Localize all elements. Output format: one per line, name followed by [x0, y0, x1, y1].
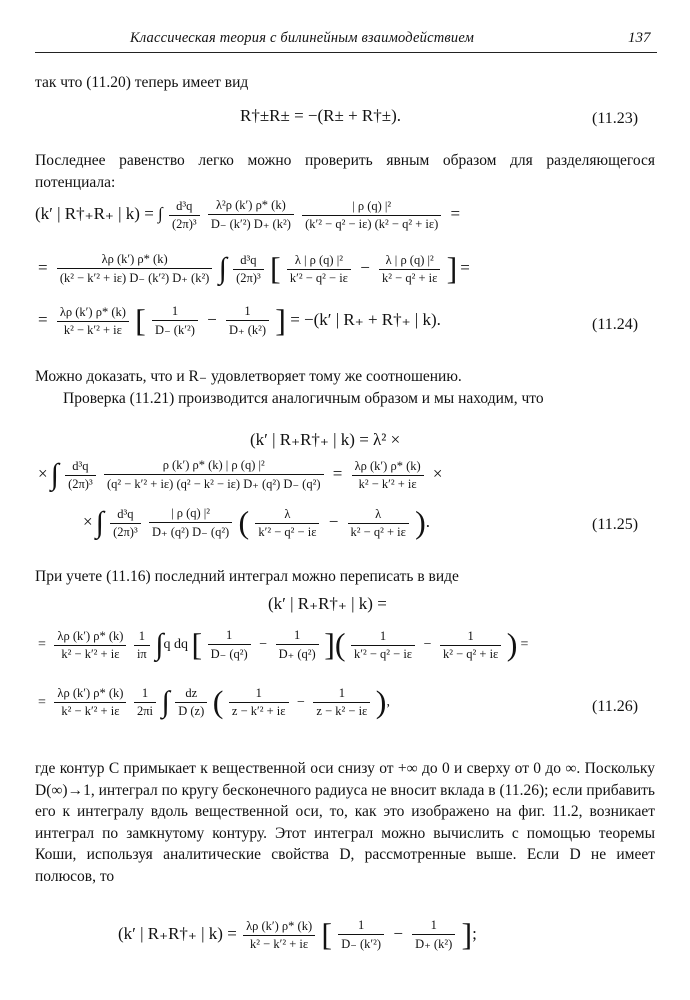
numerator: 1 — [358, 918, 365, 932]
fraction — [412, 918, 455, 952]
fraction — [226, 304, 269, 338]
denominator: D₋ (k′²) D₊ (k²) — [208, 214, 294, 232]
fraction — [352, 459, 424, 492]
fraction — [110, 507, 141, 540]
numerator: ρ (k′) ρ* (k) | ρ (q) |² — [162, 458, 265, 472]
equation-number-11-25: (11.25) — [592, 516, 639, 533]
denominator: k² − q² + iε — [379, 269, 440, 286]
equation-11-25-line-2: × ∫ $\frac{\text{d³q}}{\text{(2π)³}}$ $\frac{\text{ρ (k′) ρ* (k) | ρ (q) |²}}{\text{(q² − k′² + iε) (q² − k² − iε) D₊ (q²) D₋ (q²)}}$ = $\frac{\lambda\rho (k') \rho* (k)}{\text{k² − k′² + iε}}$ × — [38, 458, 443, 491]
fraction — [175, 686, 207, 719]
fraction — [233, 253, 264, 286]
equation-11-25-line-3: × ∫ $\frac{\text{d³q}}{\text{(2π)³}}$ $\frac{\text{| ρ (q) |²}}{\text{D₊ (q²) D₋ (q²)}}$ ( $\frac{\lambda}{\text{k′² − q² − iε}}$ − $\frac{\lambda}{\text{k² − q² + iε}}$ ). — [83, 504, 431, 541]
equation-number-11-26: (11.26) — [592, 698, 639, 715]
fraction — [379, 253, 440, 286]
numerator: λρ (k′) ρ* (k) — [57, 628, 124, 643]
numerator: λ | ρ (q) |² — [294, 252, 343, 267]
denominator: D₊ (k²) — [412, 934, 455, 952]
eq-lhs: (k′ | R†₊R₊ | k) = ∫ — [35, 203, 163, 223]
denominator: z − k′² + iε — [229, 702, 289, 719]
fraction — [54, 686, 126, 719]
numerator: 1 — [226, 628, 233, 642]
header-rule — [35, 52, 657, 53]
numerator: dz — [185, 686, 198, 700]
numerator: 1 — [138, 628, 145, 643]
equation-11-26-line-2: = $\frac{\lambda\rho (k') \rho* (k)}{\text{k² − k′² + iε}}$ $\frac{1}{i\pi}$ ∫q dq [ $\frac{1}{\text{D₋ (q²)}}$ − $\frac{1}{\text{D₊ (q²)}}$ ]( $\frac{1}{\text{k′² − q² − iε}}$ − $\frac{1}{\text{k² − q² + iε}}$ ) = — [38, 626, 529, 663]
denominator: k′² − q² − iε — [351, 645, 415, 662]
numerator: λρ (k′) ρ* (k) — [101, 252, 168, 266]
paragraph-2: Последнее равенство легко можно проверить явным образом для разделяющегося потенциала: — [35, 152, 655, 191]
denominator: D₊ (q²) D₋ (q²) — [149, 522, 232, 540]
denominator: k² − k′² + iε — [352, 475, 424, 492]
fraction — [149, 506, 232, 540]
denominator: D₋ (k′²) — [152, 320, 198, 338]
fraction — [276, 628, 319, 662]
denominator: iπ — [134, 645, 150, 662]
denominator: (2π)³ — [110, 523, 141, 540]
fraction — [348, 507, 409, 540]
numerator: 1 — [379, 628, 387, 643]
numerator: 1 — [430, 918, 437, 932]
numerator: 1 — [171, 304, 179, 318]
numerator: 1 — [244, 304, 251, 318]
fraction — [351, 629, 415, 662]
denominator: D₋ (k′²) — [338, 934, 384, 952]
numerator: 1 — [338, 686, 345, 700]
paragraph-3: Можно доказать, что и R₋ удовлетворяет тому же соотношению. — [35, 368, 462, 385]
numerator: λ²ρ (k′) ρ* (k) — [215, 198, 286, 212]
numerator: 1 — [467, 628, 474, 643]
numerator: | ρ (q) |² — [352, 198, 392, 213]
denominator: z − k² − iε — [313, 702, 370, 719]
fraction — [208, 198, 294, 232]
denominator: (2π)³ — [169, 215, 200, 232]
fraction — [54, 629, 126, 662]
fraction — [208, 628, 251, 662]
denominator: (k′² − q² − iε) (k² − q² + iε) — [302, 215, 441, 232]
denominator: D₋ (q²) — [208, 644, 251, 662]
numerator: 1 — [255, 686, 262, 700]
numerator: d³q — [176, 198, 193, 213]
numerator: 1 — [141, 686, 149, 700]
numerator: | ρ (q) |² — [171, 506, 211, 520]
fraction — [255, 507, 319, 540]
denominator: (k² − k′² + iε) D₋ (k′²) D₊ (k²) — [57, 268, 213, 286]
paragraph-6: где контур C примыкает к вещественной оси снизу от +∞ до 0 и сверху от 0 до ∞. Поскольку D(∞)→1, интеграл по кругу бесконечного радиуса не вносит вклада в (11.26); если прибавить его к интегралу вдоль вещественной оси, то, как это изображено на фиг. 11.2, возникает интеграл по замкнутому контуру. Этот интеграл можно вычислить с помощью теоремы Коши, используя аналитические свойства D, рассмотренные выше. Если D не имеет полюсов, то — [35, 760, 655, 885]
equation-11-26-line-3: = $\frac{\lambda\rho (k') \rho* (k)}{\text{k² − k′² + iε}}$ $\frac{1}{2\pi i}$ ∫ $\frac{dz}{D (z)}$ ( $\frac{1}{\text{z − k′² + iε}}$ − $\frac{1}{\text{z − k² − iε}}$ ), — [38, 683, 390, 720]
integrand: q dq — [163, 637, 188, 653]
page-number: 137 — [628, 30, 651, 46]
paragraph-5: При учете (11.16) последний интеграл можно переписать в виде — [35, 568, 459, 585]
numerator: λ — [375, 506, 382, 521]
numerator: λρ (k′) ρ* (k) — [246, 918, 313, 933]
equation-11-24-line-3: = $\frac{\lambda\rho (k') \rho* (k)}{\text{k² − k′² + iε}}$ [ $\frac{1}{\text{D₋ (k′²)}}$ − $\frac{1}{\text{D₊ (k²)}}$ ] = −(k′ | R₊ + R†₊ | k). — [38, 302, 441, 339]
denominator: D₊ (k²) — [226, 320, 269, 338]
denominator: k′² − q² − iε — [255, 523, 319, 540]
numerator: d³q — [240, 252, 257, 267]
paragraph-1: так что (11.20) теперь имеет вид — [35, 74, 249, 91]
denominator: D₊ (q²) — [276, 644, 319, 662]
fraction — [302, 199, 441, 232]
fraction — [57, 252, 213, 286]
equation-11-25-line-1: (k′ | R₊R†₊ | k) = λ² × — [250, 430, 401, 449]
numerator: 1 — [294, 628, 301, 642]
numerator: λρ (k′) ρ* (k) — [57, 686, 124, 700]
numerator: d³q — [117, 506, 134, 521]
fraction — [169, 199, 200, 232]
denominator: (2π)³ — [233, 269, 264, 286]
numerator: d³q — [72, 458, 89, 473]
fraction — [287, 253, 351, 286]
denominator: (2π)³ — [65, 475, 96, 492]
denominator: k′² − q² − iε — [287, 269, 351, 286]
numerator: λ — [284, 506, 291, 521]
running-head: Классическая теория с билинейным взаимодействием — [130, 30, 475, 46]
denominator: k² − k′² + iε — [54, 702, 126, 719]
equation-number-11-23: (11.23) — [592, 110, 639, 127]
fraction — [440, 629, 501, 662]
equation-11-26-line-1: (k′ | R₊R†₊ | k) = — [268, 594, 387, 613]
denominator: k² − k′² + iε — [243, 935, 315, 952]
fraction — [229, 686, 289, 719]
eq-lhs: (k′ | R₊R†₊ | k) = — [118, 923, 237, 943]
fraction — [134, 686, 156, 719]
denominator: 2πi — [134, 702, 156, 719]
denominator: k² − k′² + iε — [54, 645, 126, 662]
fraction — [134, 629, 150, 662]
fraction — [65, 459, 96, 492]
denominator: D (z) — [175, 702, 207, 719]
fraction — [152, 304, 198, 338]
numerator: λρ (k′) ρ* (k) — [59, 304, 126, 319]
equation-11-23: R†±R± = −(R± + R†±). — [240, 106, 402, 125]
equation-final: (k′ | R₊R†₊ | k) = $\frac{\lambda\rho (k') \rho* (k)}{\text{k² − k′² + iε}}$ [ $\frac{1}{\text{D₋ (k′²)}}$ − $\frac{1}{\text{D₊ (k²)}}$ ]; — [118, 916, 477, 953]
fraction — [243, 919, 315, 952]
paragraph-4: Проверка (11.21) производится аналогичным образом и мы находим, что — [63, 390, 544, 407]
denominator: k² − q² + iε — [440, 645, 501, 662]
numerator: λρ (k′) ρ* (k) — [354, 458, 421, 473]
equation-11-24-line-2: = $\frac{\lambda\rho (k') \rho* (k)}{\text{(k² − k′² + iε) D₋ (k′²) D₊ (k²)}}$ ∫ $\frac{\text{d³q}}{\text{(2π)³}}$ [ $\frac{\text{λ | ρ (q) |²}}{\text{k′² − q² − iε}}$ − $\frac{\text{λ | ρ (q) |²}}{\text{k² − q² + iε}}$ ] = — [38, 250, 470, 287]
numerator: λ | ρ (q) |² — [385, 252, 434, 267]
equation-11-24-line-1: (k′ | R†₊R₊ | k) = ∫ $\frac{\text{d³q}}{\text{(2π)³}}$ $\frac{\text{λ²ρ (k′) ρ* (k)}}{\text{D₋ (k′²) D₊ (k²)}}$ $\frac{\text{| ρ (q) |²}}{\text{(k′² − q² − iε) (k² − q² + iε)}}$ = — [35, 198, 461, 231]
fraction — [57, 305, 129, 338]
fraction — [313, 686, 370, 719]
equation-number-11-24: (11.24) — [592, 316, 639, 333]
denominator: (q² − k′² + iε) (q² − k² − iε) D₊ (q²) D₋ (q²) — [104, 474, 324, 492]
fraction — [104, 458, 324, 492]
denominator: k² − q² + iε — [348, 523, 409, 540]
eq-rhs: = −(k′ | R₊ + R†₊ | k). — [290, 309, 441, 329]
denominator: k² − k′² + iε — [57, 321, 129, 338]
fraction — [338, 918, 384, 952]
